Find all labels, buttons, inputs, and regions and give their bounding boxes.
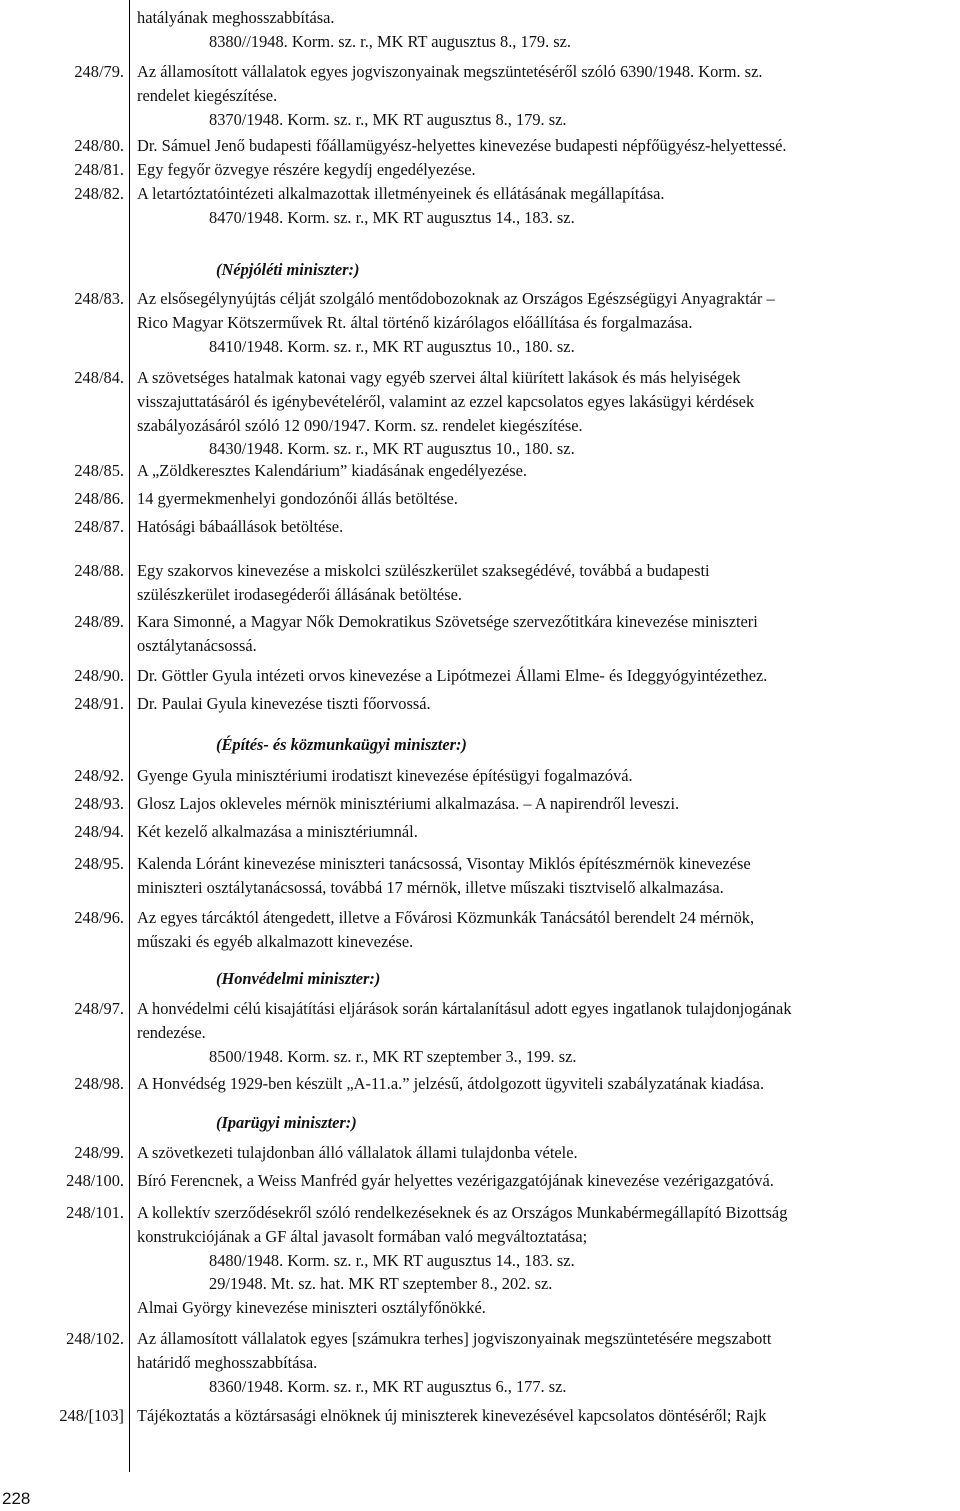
- entry-text: [137, 158, 957, 182]
- reference-line: 8480/1948. Korm. sz. r., MK RT augusztus 14., 183. sz.: [209, 1250, 575, 1270]
- entry-text: [137, 1327, 957, 1398]
- text-line: A „Zöldkeresztes Kalendárium” kiadásának engedélyezése.: [137, 461, 528, 480]
- entry-text: [137, 1404, 957, 1428]
- text-line: Az államosított vállalatok egyes [számukra terhes] jogviszonyainak megszüntetésére megszabott: [137, 1329, 772, 1348]
- text-line: Kalenda Lóránt kinevezése miniszteri tanácsossá, Visontay Miklós építészmérnök kinevezése: [137, 854, 751, 873]
- entry-number: 248/102.: [66, 1329, 124, 1348]
- entry-number: 248/82.: [74, 184, 124, 203]
- entry-number: 248/89.: [74, 612, 124, 631]
- text-line: Két kezelő alkalmazása a minisztériumnál.: [137, 822, 418, 841]
- text-line: Az egyes tárcáktól átengedett, illetve a Fővárosi Közmunkák Tanácsától berendelt 24 mérnök,: [137, 908, 755, 927]
- text-line: Egy fegyőr özvegye részére kegydíj engedélyezése.: [137, 160, 476, 179]
- text-line: visszajuttatásáról és igénybevételéről, valamint az ezzel kapcsolatos egyes lakásügyi kérdések: [137, 391, 755, 411]
- text-line: Bíró Ferencnek, a Weiss Manfréd gyár helyettes vezérigazgatójának kinevezése vezérigazgatóvá.: [137, 1171, 774, 1190]
- section-heading: (Építés- és közmunkaügyi miniszter:): [216, 735, 467, 754]
- text-line: Glosz Lajos okleveles mérnök minisztériumi alkalmazása. – A napirendről leveszi.: [137, 794, 680, 813]
- text-line: hatályának meghosszabbítása.: [137, 8, 335, 27]
- entry-number: 248/97.: [74, 999, 124, 1018]
- entry-text: [137, 1141, 957, 1165]
- entry-number: 248/92.: [74, 766, 124, 785]
- entry-number: 248/101.: [66, 1203, 124, 1222]
- reference-line: 8500/1948. Korm. sz. r., MK RT szeptember 3., 199. sz.: [209, 1046, 577, 1066]
- entry-number: 248/84.: [74, 368, 124, 387]
- text-line: Dr. Göttler Gyula intézeti orvos kinevezése a Lipótmezei Állami Elme- és Ideggyógyintézethez.: [137, 666, 768, 685]
- entry-number: 248/85.: [74, 461, 124, 480]
- text-line: A szövetséges hatalmak katonai vagy egyéb szervei által kiürített lakások és más helyiségek: [137, 368, 741, 387]
- column-divider: [129, 0, 130, 1472]
- entry-text: [137, 134, 957, 158]
- entry-text: [137, 692, 957, 716]
- text-line: A szövetkezeti tulajdonban álló vállalatok állami tulajdonba vétele.: [137, 1143, 578, 1162]
- entry-number: 248/95.: [74, 854, 124, 873]
- entry-text: [137, 664, 957, 688]
- text-line: Dr. Sámuel Jenő budapesti főállamügyész-helyettes kinevezése budapesti népfőügyész-helyettessé.: [137, 136, 787, 155]
- entry-text: [137, 1201, 957, 1320]
- entry-text: [137, 182, 957, 230]
- entry-text: [137, 906, 957, 954]
- reference-line: 8370/1948. Korm. sz. r., MK RT augusztus 8., 179. sz.: [209, 109, 567, 129]
- entry-number: 248/90.: [74, 666, 124, 685]
- reference-line: 8410/1948. Korm. sz. r., MK RT augusztus 10., 180. sz.: [209, 336, 575, 356]
- text-line: Tájékoztatás a köztársasági elnöknek új miniszterek kinevezésével kapcsolatos döntéséről; Rajk: [137, 1406, 767, 1425]
- text-line: Kara Simonné, a Magyar Nők Demokratikus Szövetsége szervezőtitkára kinevezése miniszteri: [137, 612, 758, 631]
- text-line: Rico Magyar Kötszerművek Rt. által történő kizárólagos előállítása és forgalmazása.: [137, 312, 693, 332]
- entry-text: [137, 515, 957, 539]
- entry-number: 248/87.: [74, 517, 124, 536]
- text-line: szabályozásáról szóló 12 090/1947. Korm. sz. rendelet kiegészítése.: [137, 415, 583, 435]
- entry-number: 248/79.: [74, 62, 124, 81]
- entry-text: [137, 459, 957, 483]
- text-line: rendelet kiegészítése.: [137, 85, 278, 105]
- text-line: osztálytanácsossá.: [137, 635, 257, 655]
- entry-number: 248/93.: [74, 794, 124, 813]
- entry-number: 248/96.: [74, 908, 124, 927]
- entry-text: [137, 852, 957, 900]
- section-heading: (Iparügyi miniszter:): [216, 1113, 357, 1132]
- text-line: miniszteri osztálytanácsossá, továbbá 17 mérnök, illetve műszaki tisztviselő alkalmazása.: [137, 877, 724, 897]
- text-line: A letartóztatóintézeti alkalmazottak illetményeinek és ellátásának megállapítása.: [137, 184, 665, 203]
- entry-number: 248/80.: [74, 136, 124, 155]
- reference-line: 8470/1948. Korm. sz. r., MK RT augusztus 14., 183. sz.: [209, 207, 575, 227]
- entry-number: 248/99.: [74, 1143, 124, 1162]
- reference-line: 8380//1948. Korm. sz. r., MK RT augusztus 8., 179. sz.: [209, 31, 572, 51]
- entry-text: [137, 820, 957, 844]
- reference-line: 29/1948. Mt. sz. hat. MK RT szeptember 8., 202. sz.: [209, 1274, 553, 1294]
- text-line: rendezése.: [137, 1022, 206, 1042]
- entry-number: 248/81.: [74, 160, 124, 179]
- entry-text: [137, 366, 957, 461]
- text-line: 14 gyermekmenhelyi gondozónői állás betöltése.: [137, 489, 458, 508]
- entry-text: [137, 287, 957, 358]
- section-heading: (Népjóléti miniszter:): [216, 260, 360, 279]
- entry-number: 248/88.: [74, 561, 124, 580]
- text-line: A Honvédség 1929-ben készült „A-11.a.” jelzésű, átdolgozott ügyviteli szabályzatának kiadása.: [137, 1074, 765, 1093]
- text-line: A honvédelmi célú kisajátítási eljárások során kártalanításul adott egyes ingatlanok tulajdonjogának: [137, 999, 792, 1018]
- entry-number: 248/83.: [74, 289, 124, 308]
- entry-text: [137, 764, 957, 788]
- text-line: műszaki és egyéb alkalmazott kinevezése.: [137, 931, 414, 951]
- text-line: Egy szakorvos kinevezése a miskolci szülészkerület szaksegédévé, továbbá a budapesti: [137, 561, 710, 580]
- text-line: Az elsősegélynyújtás célját szolgáló mentődobozoknak az Országos Egészségügyi Anyagraktár –: [137, 289, 775, 308]
- entry-text: [137, 792, 957, 816]
- text-line: határidő meghosszabbítása.: [137, 1352, 318, 1372]
- entry-text: [137, 610, 957, 658]
- reference-line: 8430/1948. Korm. sz. r., MK RT augusztus 10., 180. sz.: [209, 439, 575, 459]
- entry-number: 248/98.: [74, 1074, 124, 1093]
- section-heading: (Honvédelmi miniszter:): [216, 969, 381, 988]
- text-line: Dr. Paulai Gyula kinevezése tiszti főorvossá.: [137, 694, 431, 713]
- text-line: Hatósági bábaállások betöltése.: [137, 517, 344, 536]
- text-line: szülészkerület irodasegéderői állásának betöltése.: [137, 584, 462, 604]
- text-line: Az államosított vállalatok egyes jogviszonyainak megszüntetéséről szóló 6390/1948. Korm. sz.: [137, 62, 763, 81]
- entry-text: [137, 997, 957, 1068]
- entry-text: [137, 1072, 957, 1096]
- page-number: 228: [2, 1489, 31, 1508]
- entry-number: 248/[103]: [59, 1406, 124, 1425]
- entry-number: 248/91.: [74, 694, 124, 713]
- reference-line: 8360/1948. Korm. sz. r., MK RT augusztus 6., 177. sz.: [209, 1376, 567, 1396]
- entry-number: 248/86.: [74, 489, 124, 508]
- text-line: Almai György kinevezése miniszteri osztályfőnökké.: [137, 1298, 486, 1318]
- entry-number: 248/100.: [66, 1171, 124, 1190]
- entry-text: [137, 487, 957, 511]
- text-line: A kollektív szerződésekről szóló rendelkezéseknek és az Országos Munkabérmegállapító Bizottság: [137, 1203, 788, 1222]
- entry-text: [137, 559, 957, 607]
- entry-number: 248/94.: [74, 822, 124, 841]
- text-line: konstrukciójának a GF által javasolt formában való megváltoztatása;: [137, 1226, 588, 1246]
- entry-text: [137, 1169, 957, 1193]
- entry-text: [137, 60, 957, 131]
- text-line: Gyenge Gyula minisztériumi irodatiszt kinevezése építésügyi fogalmazóvá.: [137, 766, 633, 785]
